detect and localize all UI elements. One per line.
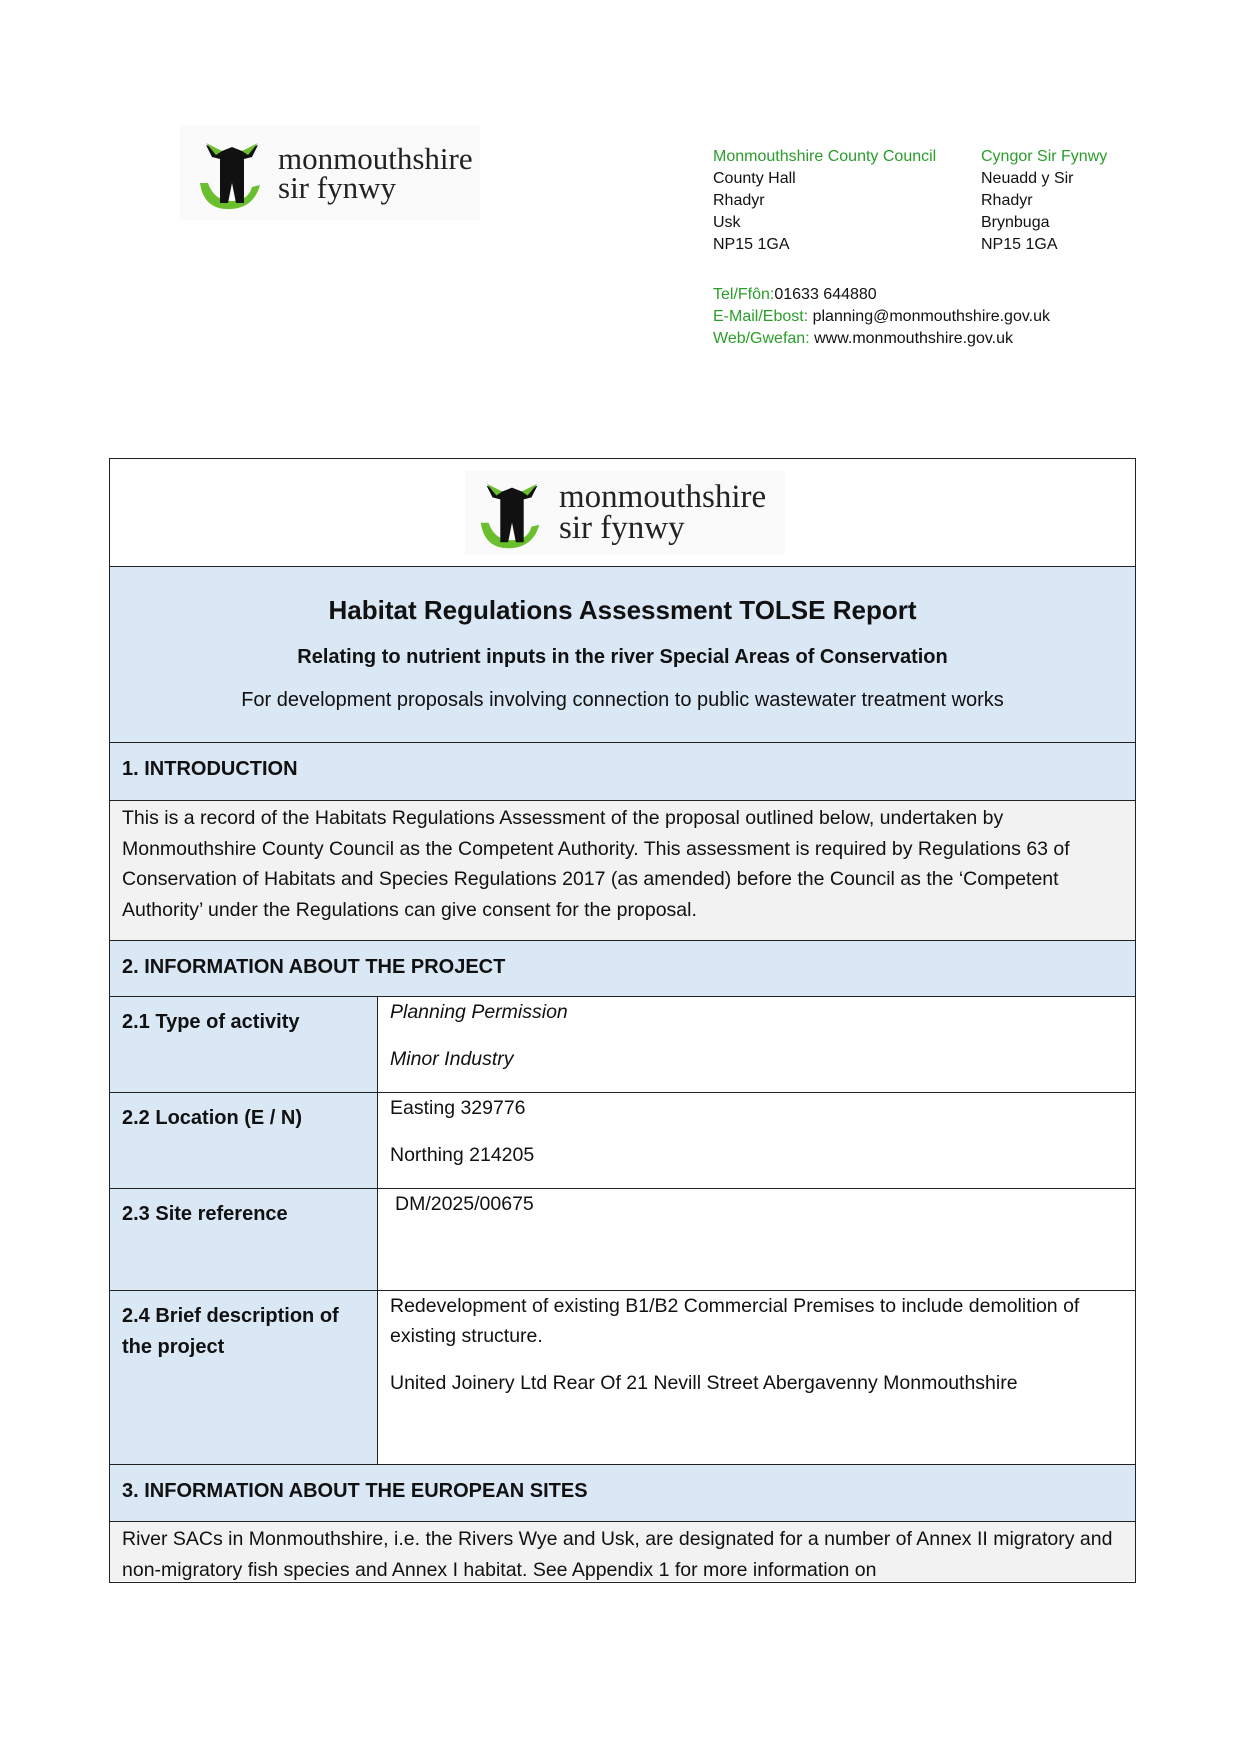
european-sites-text: River SACs in Monmouthshire, i.e. the Rivers Wye and Usk, are designated for a number of Annex II migratory and non-migratory fish species and Annex I habitat. See Appendix 1 for more information on — [110, 1522, 1135, 1581]
email-link[interactable]: planning@monmouthshire.gov.uk — [812, 308, 1051, 325]
row-label: 2.3 Site reference — [110, 1189, 378, 1290]
logo-line1: monmouthshire — [278, 140, 473, 176]
tel-value: 01633 644880 — [774, 286, 877, 303]
address-line: Brynbuga — [981, 214, 1050, 231]
row-value — [378, 1189, 1135, 1290]
logo-emblem-icon — [192, 133, 272, 213]
project-description: Redevelopment of existing B1/B2 Commercial Premises to include demolition of existing structure. — [390, 1295, 1080, 1347]
council-logo — [180, 126, 480, 220]
row-label: 2.1 Type of activity — [110, 997, 378, 1092]
project-address: United Joinery Ltd Rear Of 21 Nevill Street Abergavenny Monmouthshire — [390, 1372, 1018, 1394]
report-subtitle: Relating to nutrient inputs in the river Special Areas of Conservation — [297, 646, 948, 668]
logo-emblem-icon — [473, 474, 551, 552]
web-label: Web/Gwefan: — [713, 330, 810, 347]
form-logo — [465, 471, 785, 555]
report-scope: For development proposals involving connection to public wastewater treatment works — [241, 689, 1004, 711]
address-line: NP15 1GA — [713, 236, 790, 253]
address-title: Monmouthshire County Council — [713, 148, 937, 165]
table-row-description — [110, 1291, 1135, 1465]
easting: Easting 329776 — [390, 1097, 526, 1119]
table-row-site-reference — [110, 1189, 1135, 1291]
logo-line1: monmouthshire — [559, 478, 767, 515]
activity-category: Minor Industry — [390, 1048, 514, 1070]
row-label: 2.2 Location (E / N) — [110, 1093, 378, 1188]
address-welsh — [981, 146, 1107, 256]
address-line: County Hall — [713, 170, 796, 187]
address-line: Usk — [713, 214, 741, 231]
contact-tel — [713, 284, 1050, 306]
address-line: Rhadyr — [981, 192, 1033, 209]
logo-line2: sir fynwy — [278, 170, 396, 205]
section-heading-european-sites: 3. INFORMATION ABOUT THE EUROPEAN SITES — [110, 1465, 1135, 1522]
table-row-type-of-activity — [110, 997, 1135, 1093]
address-title: Cyngor Sir Fynwy — [981, 148, 1108, 165]
web-link[interactable]: www.monmouthshire.gov.uk — [814, 330, 1013, 347]
contact-web — [713, 328, 1050, 350]
address-english — [713, 146, 936, 256]
tel-label: Tel/Ffôn: — [713, 286, 775, 303]
contact-block — [713, 284, 1050, 350]
row-value — [378, 1291, 1135, 1464]
row-value — [378, 1093, 1135, 1188]
northing: Northing 214205 — [390, 1144, 535, 1166]
contact-email — [713, 306, 1050, 328]
logo-line2: sir fynwy — [559, 510, 685, 546]
introduction-text: This is a record of the Habitats Regulations Assessment of the proposal outlined below, undertaken by Monmouthshire County Council as the Competent Authority. This assessment is required by Regulations 63 of Conservation of Habitats and Species Regulations 2017 (as amended) before the Council as the ‘Competent Authority’ under the Regulations can give consent for the proposal. — [110, 801, 1135, 941]
form-logo-row — [110, 459, 1135, 567]
table-row-location — [110, 1093, 1135, 1189]
email-label: E-Mail/Ebost: — [713, 308, 809, 325]
report-form — [109, 458, 1136, 1583]
section-heading-project: 2. INFORMATION ABOUT THE PROJECT — [110, 941, 1135, 997]
row-value — [378, 997, 1135, 1092]
address-line: Rhadyr — [713, 192, 765, 209]
address-line: NP15 1GA — [981, 236, 1058, 253]
row-label: 2.4 Brief description of the project — [110, 1291, 378, 1464]
section-heading-introduction: 1. INTRODUCTION — [110, 743, 1135, 801]
report-title: Habitat Regulations Assessment TOLSE Report — [328, 595, 917, 625]
site-reference: DM/2025/00675 — [395, 1193, 534, 1215]
activity-type: Planning Permission — [390, 1001, 568, 1023]
address-line: Neuadd y Sir — [981, 170, 1074, 187]
title-section — [110, 567, 1135, 743]
